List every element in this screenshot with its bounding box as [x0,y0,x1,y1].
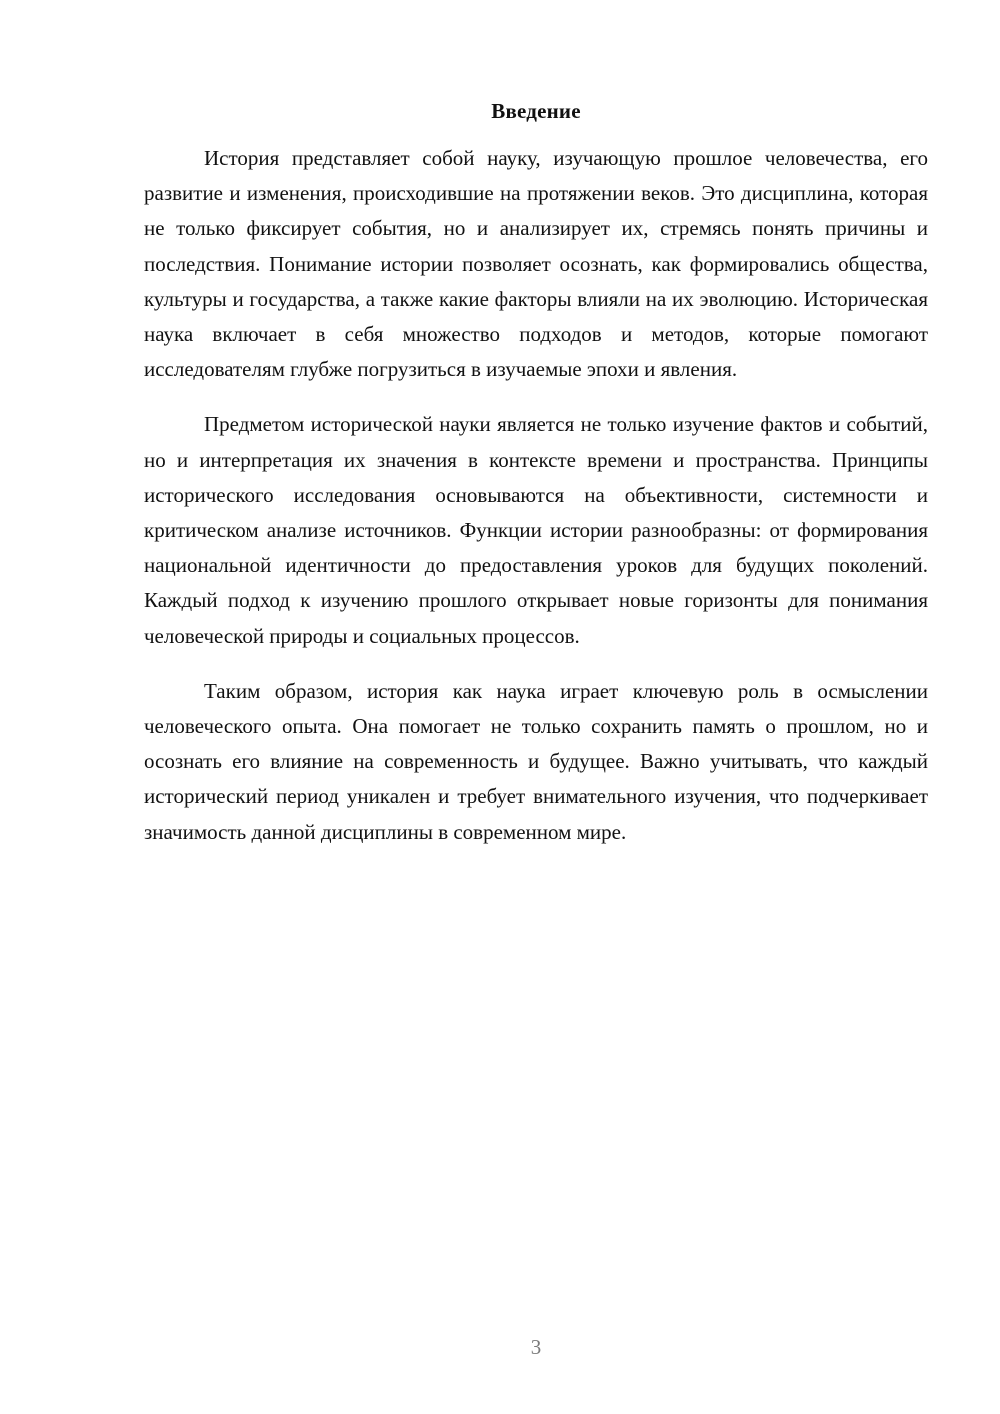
paragraph-1: История представляет собой науку, изучающую прошлое человечества, его развитие и изменения, происходившие на протяжении веков. Это дисциплина, которая не только фиксирует события, но и анализирует их, стремясь понять причины и последствия. Понимание истории позволяет осознать, как формировались общества, культуры и государства, а также какие факторы влияли на их эволюцию. Историческая наука включает в себя множество подходов и методов, которые помогают исследователям глубже погрузиться в изучаемые эпохи и явления. [144,146,928,382]
page-content [144,96,928,870]
page-number: 3 [530,1335,542,1359]
section-heading: Введение [491,99,581,123]
paragraph-2: Предметом исторической науки является не только изучение фактов и событий, но и интерпретация их значения в контексте времени и пространства. Принципы исторического исследования основываются на объективности, системности и критическом анализе источников. Функции истории разнообразны: от формирования национальной идентичности до предоставления уроков для будущих поколений. Каждый подход к изучению прошлого открывает новые горизонты для понимания человеческой природы и социальных процессов. [144,412,928,648]
paragraph-3: Таким образом, история как наука играет ключевую роль в осмыслении человеческого опыта. Она помогает не только сохранить память о прошлом, но и осознать его влияние на современность и будущее. Важно учитывать, что каждый исторический период уникален и требует внимательного изучения, что подчеркивает значимость данной дисциплины в современном мире. [144,678,928,844]
